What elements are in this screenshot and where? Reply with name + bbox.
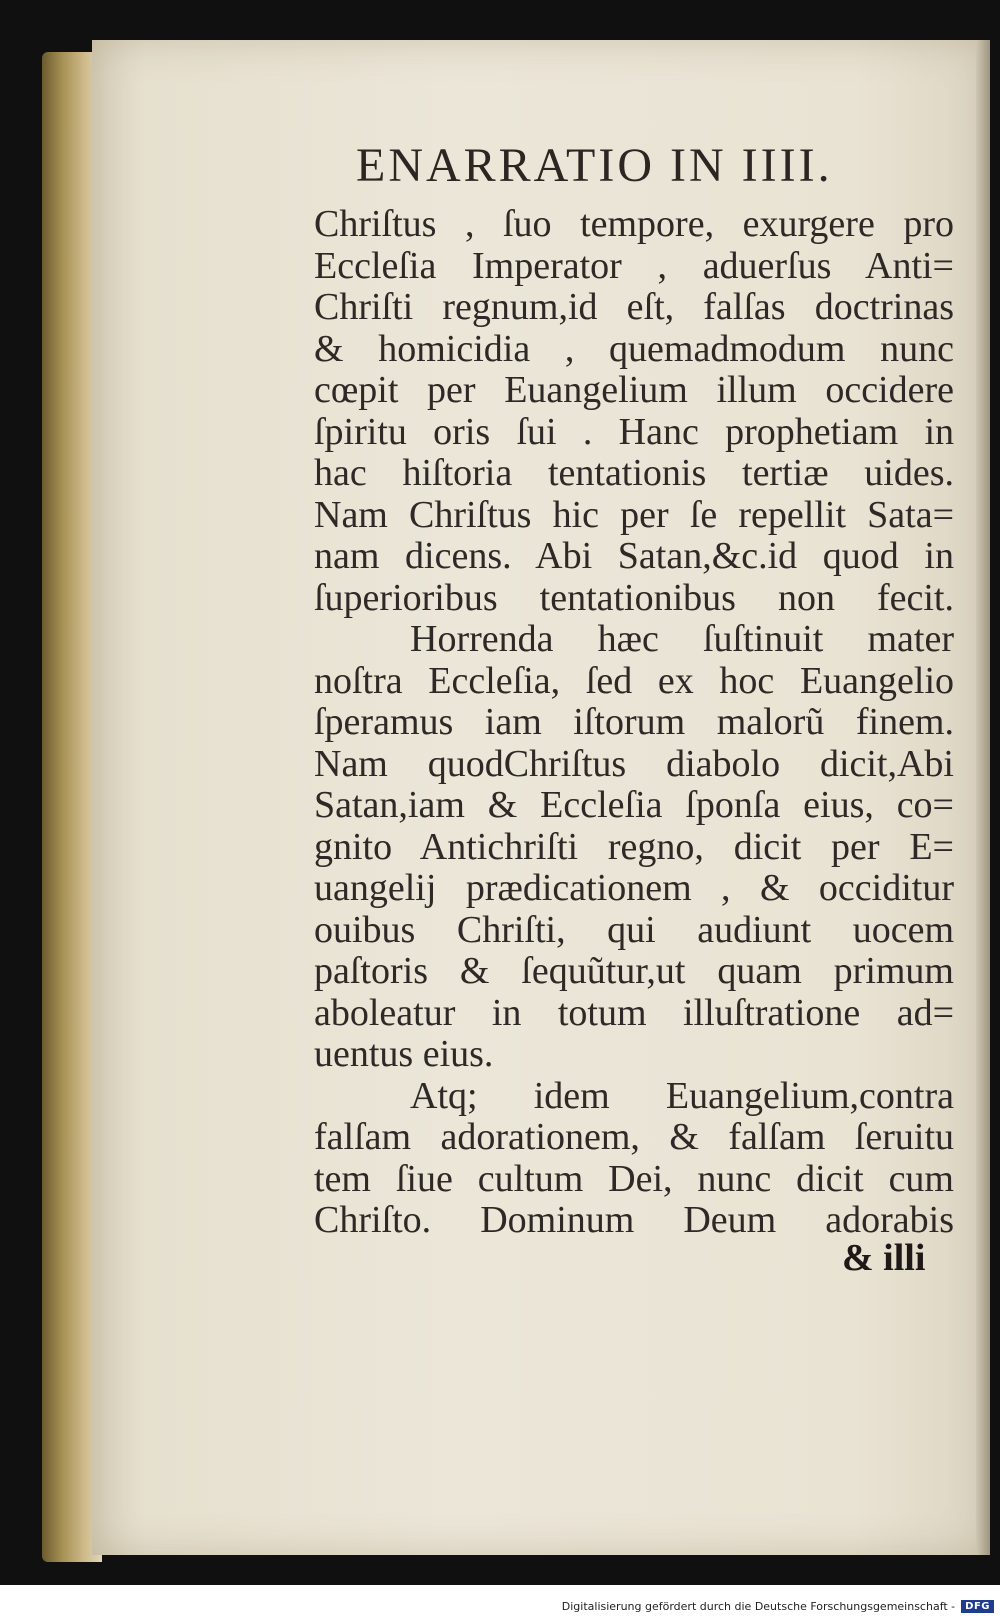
text-line: Horrenda hæc ſuſtinuit mater — [410, 618, 954, 660]
running-header: ENARRATIO IN IIII. — [356, 139, 833, 192]
body-text — [314, 204, 954, 1242]
text-line: ouibus Chriſti, qui audiunt uocem — [314, 908, 954, 951]
text-line: hac hiſtoria tentationis tertiæ uides. — [314, 452, 954, 494]
text-line: Atq; idem Euangelium,contra — [410, 1074, 954, 1117]
text-line: Chriſtus , ſuo tempore, exurgere pro — [314, 203, 954, 245]
footer — [0, 1594, 1000, 1618]
text-line: & homicidia , quemadmodum nunc — [314, 327, 954, 370]
text-line: gnito Antichriſti regno, dicit per E= — [314, 825, 954, 868]
text-line: Nam quodChriſtus diabolo dicit,Abi — [314, 742, 954, 785]
text-line: Chriſti regnum,id eſt, falſas doctrinas — [314, 286, 954, 328]
text-line: Eccleſia Imperator , aduerſus Anti= — [314, 244, 954, 287]
text-line: noſtra Eccleſia, ſed ex hoc Euangelio — [314, 659, 954, 702]
text-line: tem ſiue cultum Dei, nunc dicit cum — [314, 1157, 954, 1200]
text-line: Satan,iam & Eccleſia ſponſa eius, co= — [314, 784, 954, 826]
text-line: ſpiritu oris ſui . Hanc prophetiam in — [314, 410, 954, 453]
page-edge — [976, 40, 990, 1555]
text-line: uentus eius. — [314, 1033, 494, 1075]
catchword: & illi — [842, 1237, 926, 1279]
text-line: cœpit per Euangelium illum occidere — [314, 369, 954, 411]
text-line: ſuperioribus tentationibus non fecit. — [314, 576, 954, 619]
text-line: paſtoris & ſequũtur,ut quam primum — [314, 950, 954, 992]
text-line: nam dicens. Abi Satan,&c.id quod in — [314, 535, 954, 577]
text-line: ſperamus iam iſtorum malorũ finem. — [314, 701, 954, 743]
text-line: falſam adorationem, & falſam ſeruitu — [314, 1116, 954, 1158]
footer-text: Digitalisierung gefördert durch die Deutsche Forschungsgemeinschaft - — [561, 1599, 956, 1613]
text-line: aboleatur in totum illuſtratione ad= — [314, 991, 954, 1034]
dfg-logo: DFG — [961, 1600, 994, 1613]
text-line: Chriſto. Dominum Deum adorabis — [314, 1199, 954, 1241]
text-line: uangelij prædicationem , & occiditur — [314, 867, 954, 909]
text-line: Nam Chriſtus hic per ſe repellit Sata= — [314, 493, 954, 536]
